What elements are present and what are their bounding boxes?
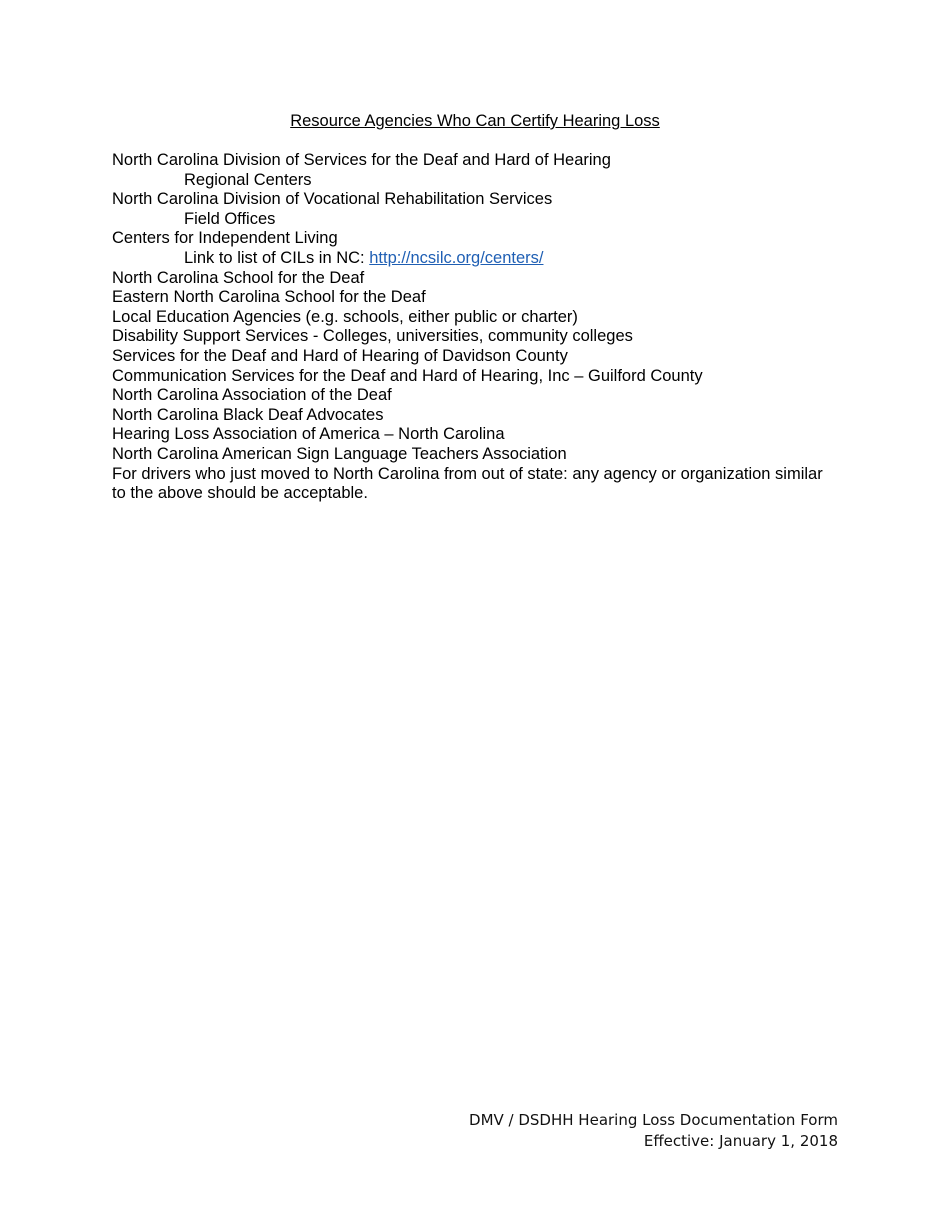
list-item: Disability Support Services - Colleges, universities, community colleges [112, 327, 633, 346]
list-item: North Carolina Association of the Deaf [112, 386, 392, 405]
list-item: Eastern North Carolina School for the Deaf [112, 288, 426, 307]
list-item: Field Offices [184, 209, 276, 228]
list-item: Local Education Agencies (e.g. schools, either public or charter) [112, 307, 578, 326]
list-item: Communication Services for the Deaf and Hard of Hearing, Inc – Guilford County [112, 366, 703, 385]
cil-link[interactable]: http://ncsilc.org/centers/ [369, 248, 544, 267]
list-item: Regional Centers [184, 170, 312, 189]
list-item: North Carolina Division of Vocational Rehabilitation Services [112, 190, 553, 209]
list-item: Centers for Independent Living [112, 229, 338, 248]
footer-form-name: DMV / DSDHH Hearing Loss Documentation Form [469, 1111, 838, 1129]
list-item: North Carolina Division of Services for the Deaf and Hard of Hearing [112, 151, 611, 169]
list-item: Hearing Loss Association of America – North Carolina [112, 425, 505, 444]
footer [469, 1110, 838, 1152]
agency-list [112, 151, 832, 504]
list-item [112, 249, 832, 269]
cil-link-label: Link to list of CILs in NC: [184, 248, 370, 267]
list-item: North Carolina American Sign Language Teachers Association [112, 444, 567, 463]
list-item: North Carolina School for the Deaf [112, 268, 365, 287]
list-item: North Carolina Black Deaf Advocates [112, 405, 384, 424]
page-title: Resource Agencies Who Can Certify Hearing Loss [290, 112, 660, 130]
list-item: Services for the Deaf and Hard of Hearing of Davidson County [112, 346, 568, 365]
list-item: For drivers who just moved to North Carolina from out of state: any agency or organization similar to the above should be acceptable. [112, 464, 823, 503]
footer-effective-date: Effective: January 1, 2018 [643, 1132, 838, 1150]
